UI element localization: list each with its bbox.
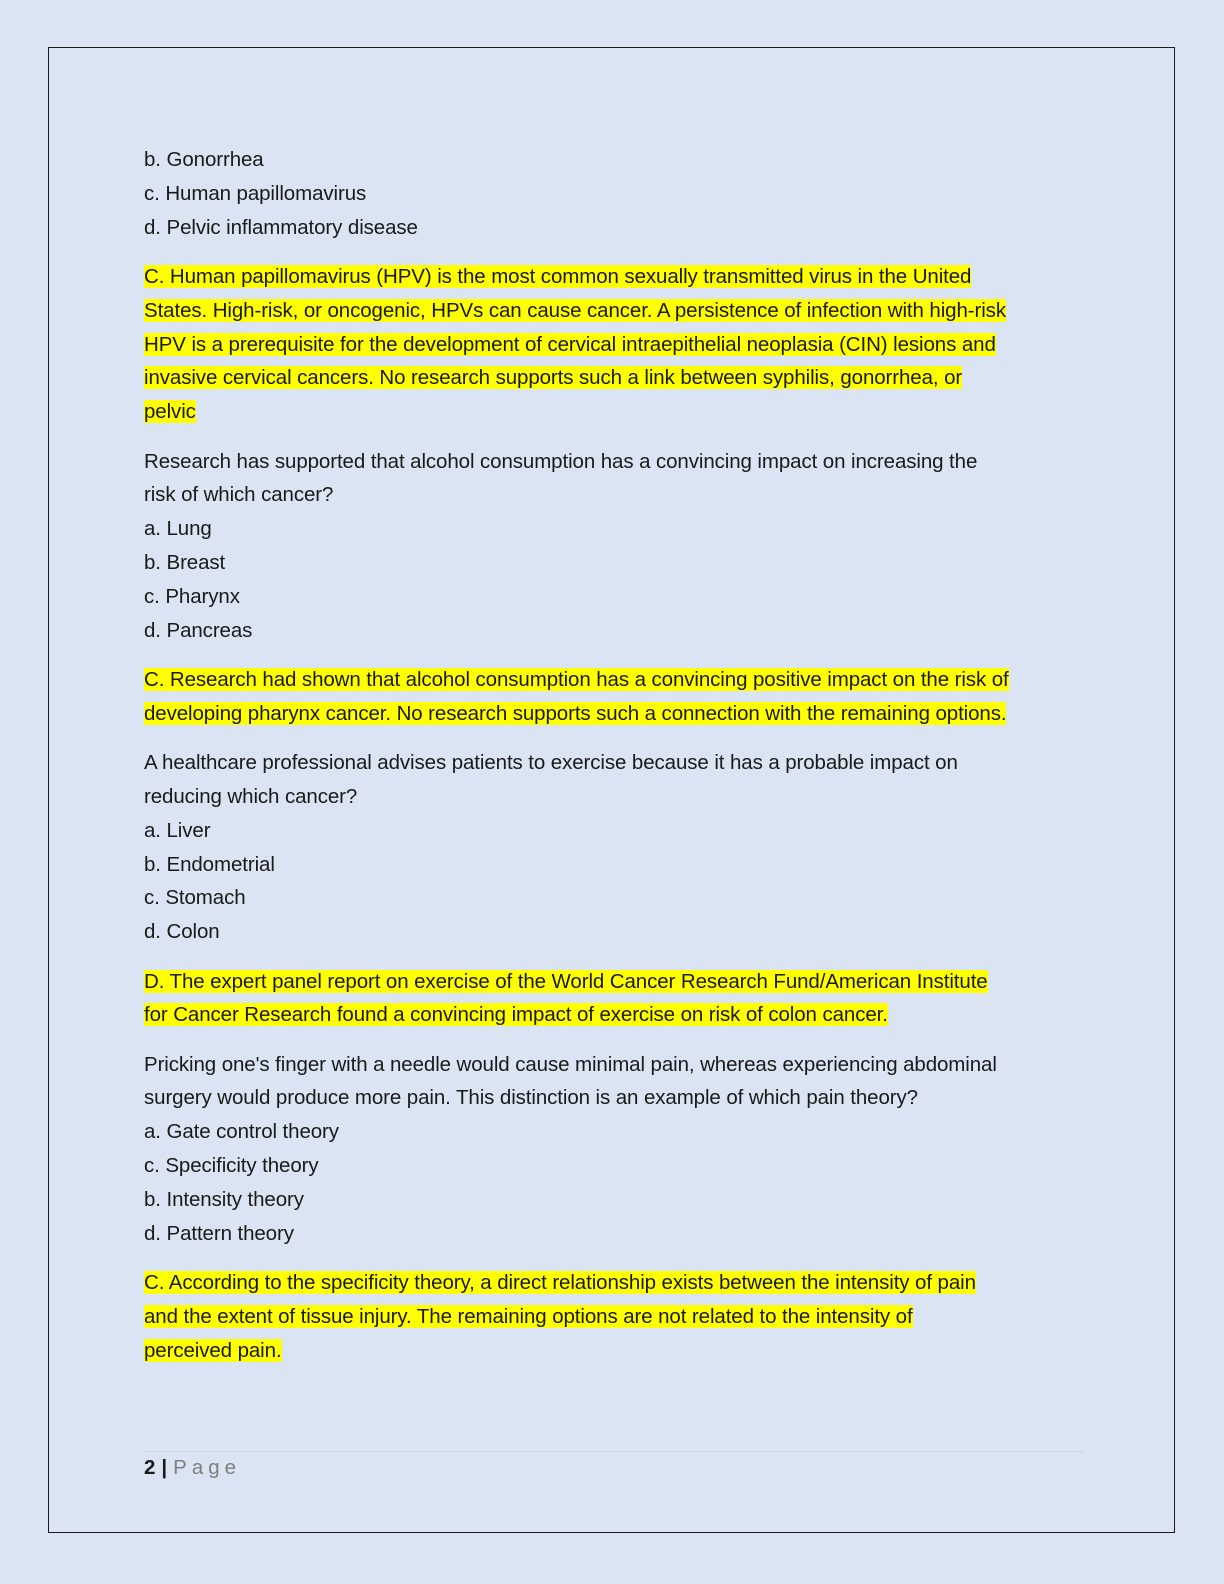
question-text: b. Endometrial	[144, 852, 275, 876]
question-text: b. Breast	[144, 550, 226, 574]
footer-divider	[144, 1451, 1084, 1452]
question-line	[144, 580, 1084, 614]
highlighted-answer-text: States. High-risk, or oncogenic, HPVs can cause cancer. A persistence of infection with high-risk	[144, 298, 1006, 322]
answer-line	[144, 260, 1084, 294]
highlighted-answer-text: perceived pain.	[144, 1338, 282, 1362]
question-line	[144, 1081, 1084, 1115]
question-line	[144, 915, 1084, 949]
question-text: d. Colon	[144, 920, 220, 944]
answer-line	[144, 395, 1084, 429]
options-line	[144, 143, 1084, 177]
page-footer	[144, 1454, 241, 1482]
paragraph-gap	[144, 949, 1084, 965]
highlighted-answer-text: C. Research had shown that alcohol consumption has a convincing positive impact on the risk of	[144, 667, 1009, 691]
question-line	[144, 512, 1084, 546]
highlighted-answer-text: pelvic	[144, 400, 196, 424]
answer-line	[144, 1334, 1084, 1368]
paragraph-gap	[144, 731, 1084, 747]
options-text: c. Human papillomavirus	[144, 181, 367, 205]
question-text: c. Specificity theory	[144, 1154, 319, 1178]
highlighted-answer-text: developing pharynx cancer. No research supports such a connection with the remaining options.	[144, 701, 1007, 725]
question-line	[144, 1115, 1084, 1149]
question-text: surgery would produce more pain. This distinction is an example of which pain theory?	[144, 1086, 918, 1110]
answer-line	[144, 697, 1084, 731]
answer-line	[144, 328, 1084, 362]
question-text: a. Liver	[144, 818, 211, 842]
answer-line	[144, 998, 1084, 1032]
highlighted-answer-text: and the extent of tissue injury. The remaining options are not related to the intensity of	[144, 1304, 913, 1328]
answer-line	[144, 1266, 1084, 1300]
options-line	[144, 211, 1084, 245]
answer-line	[144, 663, 1084, 697]
answer-block	[144, 260, 1084, 429]
question-line	[144, 1149, 1084, 1183]
question-text: d. Pancreas	[144, 618, 253, 642]
page-label: Page	[173, 1456, 242, 1479]
highlighted-answer-text: HPV is a prerequisite for the development of cervical intraepithelial neoplasia (CIN) lesions and	[144, 332, 996, 356]
question-line	[144, 1217, 1084, 1251]
answer-block	[144, 1266, 1084, 1367]
question-line	[144, 1183, 1084, 1217]
question-text: Pricking one's finger with a needle would cause minimal pain, whereas experiencing abdominal	[144, 1052, 997, 1076]
highlighted-answer-text: C. According to the specificity theory, a direct relationship exists between the intensity of pain	[144, 1271, 976, 1295]
question-line	[144, 546, 1084, 580]
question-text: risk of which cancer?	[144, 483, 334, 507]
highlighted-answer-text: D. The expert panel report on exercise of the World Cancer Research Fund/American Institute	[144, 969, 988, 993]
footer-separator: |	[161, 1456, 168, 1479]
options-line	[144, 177, 1084, 211]
paragraph-gap	[144, 244, 1084, 260]
answer-line	[144, 965, 1084, 999]
options-block	[144, 143, 1084, 244]
question-block	[144, 746, 1084, 949]
paragraph-gap	[144, 647, 1084, 663]
answer-block	[144, 663, 1084, 731]
question-line	[144, 614, 1084, 648]
paragraph-gap	[144, 1250, 1084, 1266]
question-text: a. Lung	[144, 517, 212, 541]
paragraph-gap	[144, 429, 1084, 445]
answer-line	[144, 361, 1084, 395]
page-number: 2	[144, 1456, 156, 1479]
question-text: Research has supported that alcohol consumption has a convincing impact on increasing the	[144, 449, 978, 473]
question-text: d. Pattern theory	[144, 1221, 294, 1245]
document-body	[144, 143, 1084, 1367]
options-text: d. Pelvic inflammatory disease	[144, 215, 418, 239]
question-block	[144, 445, 1084, 648]
question-text: c. Pharynx	[144, 584, 240, 608]
question-line	[144, 780, 1084, 814]
paragraph-gap	[144, 1032, 1084, 1048]
answer-line	[144, 1300, 1084, 1334]
highlighted-answer-text: for Cancer Research found a convincing impact of exercise on risk of colon cancer.	[144, 1003, 888, 1027]
question-line	[144, 881, 1084, 915]
answer-line	[144, 294, 1084, 328]
highlighted-answer-text: C. Human papillomavirus (HPV) is the most common sexually transmitted virus in the United	[144, 264, 972, 288]
question-text: c. Stomach	[144, 886, 246, 910]
question-text: A healthcare professional advises patients to exercise because it has a probable impact on	[144, 751, 958, 775]
question-line	[144, 1048, 1084, 1082]
question-line	[144, 848, 1084, 882]
question-line	[144, 478, 1084, 512]
answer-block	[144, 965, 1084, 1033]
question-text: a. Gate control theory	[144, 1120, 339, 1144]
question-line	[144, 445, 1084, 479]
options-text: b. Gonorrhea	[144, 148, 264, 171]
question-line	[144, 746, 1084, 780]
question-block	[144, 1048, 1084, 1251]
question-text: reducing which cancer?	[144, 784, 358, 808]
question-text: b. Intensity theory	[144, 1187, 304, 1211]
highlighted-answer-text: invasive cervical cancers. No research supports such a link between syphilis, gonorrhea, or	[144, 366, 963, 390]
question-line	[144, 814, 1084, 848]
